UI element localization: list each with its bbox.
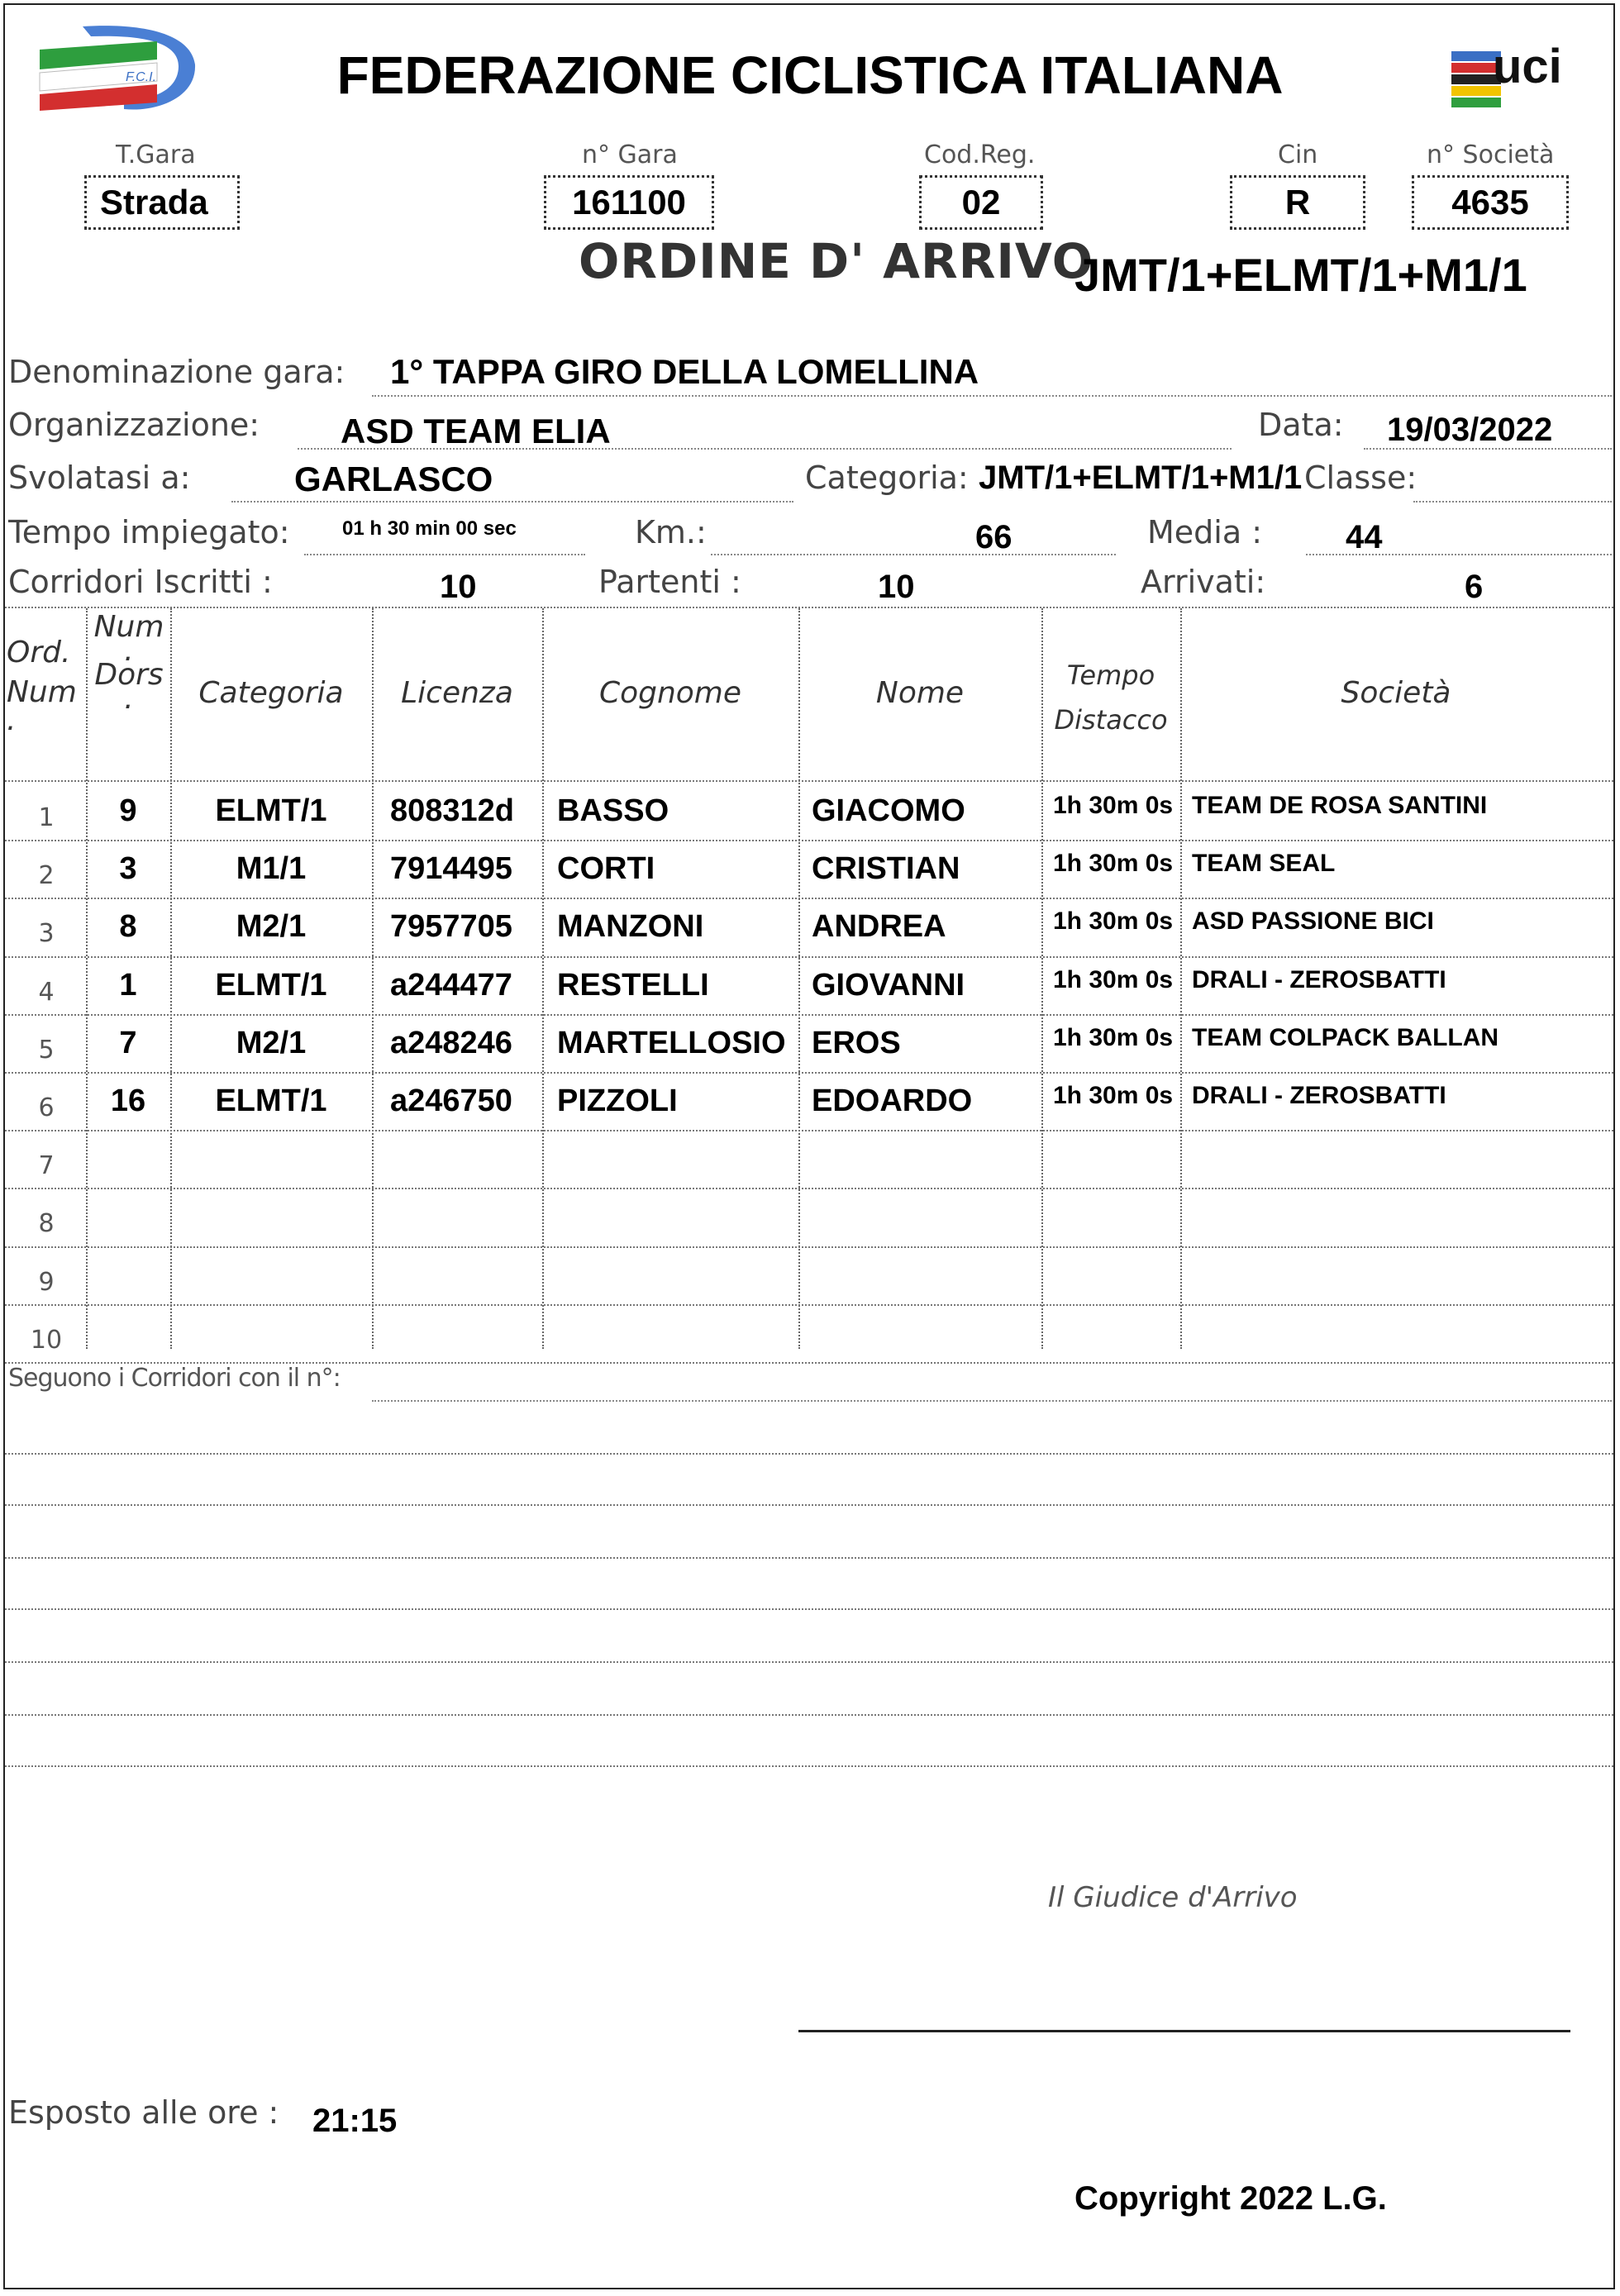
header-num-dors: Num . Dors . xyxy=(93,610,164,716)
header-societa: Società xyxy=(1341,676,1451,710)
km-value: 66 xyxy=(975,519,1012,555)
organizzazione-line xyxy=(298,448,1232,450)
cell-societa: ASD PASSIONE BICI xyxy=(1192,907,1434,935)
cell-categoria: ELMT/1 xyxy=(215,968,327,1003)
data-value: 19/03/2022 xyxy=(1387,412,1553,448)
row-divider xyxy=(5,1304,1613,1306)
copyright: Copyright 2022 L.G. xyxy=(1074,2180,1387,2217)
media-value: 44 xyxy=(1346,519,1383,555)
cod-reg-value: 02 xyxy=(961,183,1001,222)
media-line xyxy=(1306,554,1612,555)
esposto-value: 21:15 xyxy=(312,2103,398,2139)
media-label: Media : xyxy=(1147,514,1263,550)
cell-num: 9 xyxy=(119,793,137,828)
t-gara-label: T.Gara xyxy=(116,141,196,169)
signature-line xyxy=(798,2030,1570,2032)
cell-num: 3 xyxy=(119,851,137,886)
header-ord: Ord. Num . xyxy=(7,636,77,737)
row-divider xyxy=(5,1130,1613,1131)
n-gara-label: n° Gara xyxy=(582,141,678,169)
row-divider xyxy=(5,840,1613,841)
cell-categoria: ELMT/1 xyxy=(215,1084,327,1118)
cell-num: 16 xyxy=(110,1084,146,1118)
ordine-arrivo-title: ORDINE D' ARRIVO xyxy=(579,233,1094,289)
cell-tempo: 1h 30m 0s xyxy=(1053,907,1174,935)
cell-tempo: 1h 30m 0s xyxy=(1053,792,1174,819)
svolatasi-value: GARLASCO xyxy=(294,460,493,498)
categoria-value: JMT/1+ELMT/1+M1/1 xyxy=(979,460,1303,496)
header-cognome: Cognome xyxy=(598,676,742,710)
cell-ord: 3 xyxy=(38,919,55,948)
col-divider xyxy=(372,608,374,1349)
cell-num: 8 xyxy=(119,909,137,944)
cell-licenza: a246750 xyxy=(390,1084,512,1118)
n-gara-value: 161100 xyxy=(572,183,686,222)
cell-categoria: M2/1 xyxy=(236,909,307,944)
row-divider xyxy=(5,1072,1613,1074)
col-divider xyxy=(1180,608,1182,1349)
arrivati-label: Arrivati: xyxy=(1141,564,1266,600)
col-divider xyxy=(798,608,800,1349)
partenti-value: 10 xyxy=(878,569,915,605)
cell-societa: TEAM SEAL xyxy=(1192,850,1336,877)
cell-societa: TEAM COLPACK BALLAN xyxy=(1192,1024,1499,1051)
cell-nome: ANDREA xyxy=(812,909,946,944)
svolatasi-line xyxy=(231,501,793,503)
col-divider xyxy=(542,608,544,1349)
n-gara-box xyxy=(544,175,714,230)
cell-societa: TEAM DE ROSA SANTINI xyxy=(1192,792,1488,819)
organizzazione-label: Organizzazione: xyxy=(8,407,260,443)
cell-ord: 2 xyxy=(38,861,55,890)
cell-licenza: 808312d xyxy=(390,793,515,828)
data-label: Data: xyxy=(1258,407,1344,443)
tempo-value: 01 h 30 min 00 sec xyxy=(342,517,517,540)
cell-cognome: CORTI xyxy=(557,851,655,886)
header-categoria: Categoria xyxy=(198,676,344,710)
info-bottom-line xyxy=(5,607,1613,608)
cell-tempo: 1h 30m 0s xyxy=(1053,850,1174,877)
cell-licenza: a244477 xyxy=(390,968,512,1003)
cod-reg-box xyxy=(919,175,1043,230)
header-bottom-line xyxy=(5,780,1613,782)
category-heading: JMT/1+ELMT/1+M1/1 xyxy=(1074,249,1527,301)
cell-nome: EROS xyxy=(812,1026,901,1060)
cell-cognome: PIZZOLI xyxy=(557,1084,678,1118)
cell-cognome: RESTELLI xyxy=(557,968,709,1003)
tempo-label: Tempo impiegato: xyxy=(8,514,290,550)
n-societa-label: n° Società xyxy=(1427,141,1555,169)
cell-nome: GIACOMO xyxy=(812,793,965,828)
cell-categoria: M1/1 xyxy=(236,851,307,886)
cell-tempo: 1h 30m 0s xyxy=(1053,1024,1174,1051)
cin-label: Cin xyxy=(1278,141,1318,169)
t-gara-value: Strada xyxy=(100,183,208,222)
cin-box xyxy=(1230,175,1365,230)
blank-line xyxy=(5,1453,1613,1455)
cell-ord: 4 xyxy=(38,978,55,1007)
km-label: Km.: xyxy=(635,514,707,550)
header-nome: Nome xyxy=(875,676,965,710)
n-societa-value: 4635 xyxy=(1451,183,1529,222)
data-line xyxy=(1364,448,1612,450)
cell-num: 7 xyxy=(119,1026,137,1060)
svg-text:uci: uci xyxy=(1493,40,1562,93)
row-divider xyxy=(5,956,1613,958)
blank-line xyxy=(5,1608,1613,1610)
classe-line xyxy=(1413,501,1612,503)
categoria-label: Categoria: xyxy=(805,460,969,496)
cell-tempo: 1h 30m 0s xyxy=(1053,966,1174,993)
cin-value: R xyxy=(1284,183,1311,222)
blank-line xyxy=(5,1661,1613,1663)
row-divider xyxy=(5,1188,1613,1189)
cell-licenza: 7914495 xyxy=(390,851,512,886)
header-licenza: Licenza xyxy=(401,676,513,710)
km-line xyxy=(711,554,1116,555)
iscritti-value: 10 xyxy=(440,569,477,605)
cell-ord: 9 xyxy=(38,1268,55,1297)
seguono-line xyxy=(372,1400,1612,1402)
page-title: FEDERAZIONE CICLISTICA ITALIANA xyxy=(336,45,1284,105)
row-divider xyxy=(5,1014,1613,1016)
header-tempo: Tempo Distacco xyxy=(1054,660,1168,736)
cell-societa: DRALI - ZEROSBATTI xyxy=(1192,966,1446,993)
blank-line xyxy=(5,1714,1613,1716)
cell-ord: 1 xyxy=(38,803,55,832)
organizzazione-value: ASD TEAM ELIA xyxy=(341,412,611,450)
denominazione-value: 1° TAPPA GIRO DELLA LOMELLINA xyxy=(390,352,979,391)
cell-ord: 6 xyxy=(38,1093,55,1122)
svolatasi-label: Svolatasi a: xyxy=(8,460,191,496)
t-gara-box xyxy=(84,175,240,230)
giudice-label: Il Giudice d'Arrivo xyxy=(1048,1881,1298,1914)
classe-label: Classe: xyxy=(1304,460,1418,496)
n-societa-box xyxy=(1412,175,1569,230)
denominazione-label: Denominazione gara: xyxy=(8,354,345,390)
uci-logo xyxy=(1445,21,1594,119)
cell-ord: 10 xyxy=(30,1326,63,1355)
cell-societa: DRALI - ZEROSBATTI xyxy=(1192,1082,1446,1109)
denominazione-line xyxy=(372,395,1612,397)
cell-categoria: M2/1 xyxy=(236,1026,307,1060)
cell-licenza: 7957705 xyxy=(390,909,512,944)
cell-nome: CRISTIAN xyxy=(812,851,960,886)
cell-nome: GIOVANNI xyxy=(812,968,965,1003)
svg-text:F.C.I.: F.C.I. xyxy=(126,70,157,84)
cell-ord: 8 xyxy=(38,1209,55,1238)
cell-cognome: MANZONI xyxy=(557,909,704,944)
esposto-label: Esposto alle ore : xyxy=(8,2094,279,2131)
cell-tempo: 1h 30m 0s xyxy=(1053,1082,1174,1109)
arrivati-value: 6 xyxy=(1465,569,1484,605)
cell-cognome: BASSO xyxy=(557,793,669,828)
blank-line xyxy=(5,1765,1613,1767)
cell-num: 1 xyxy=(119,968,137,1003)
tempo-line xyxy=(304,554,585,555)
cell-categoria: ELMT/1 xyxy=(215,793,327,828)
cell-nome: EDOARDO xyxy=(812,1084,973,1118)
cell-licenza: a248246 xyxy=(390,1026,512,1060)
cell-cognome: MARTELLOSIO xyxy=(557,1026,786,1060)
document-frame xyxy=(3,3,1615,2289)
seguono-label: Seguono i Corridori con il n°: xyxy=(8,1364,341,1393)
cell-ord: 7 xyxy=(38,1151,55,1180)
row-divider xyxy=(5,1246,1613,1248)
iscritti-label: Corridori Iscritti : xyxy=(8,564,273,600)
blank-line xyxy=(5,1504,1613,1506)
partenti-label: Partenti : xyxy=(598,564,741,600)
row-divider xyxy=(5,898,1613,899)
cod-reg-label: Cod.Reg. xyxy=(924,141,1036,169)
blank-line xyxy=(5,1557,1613,1559)
cell-ord: 5 xyxy=(38,1036,55,1065)
